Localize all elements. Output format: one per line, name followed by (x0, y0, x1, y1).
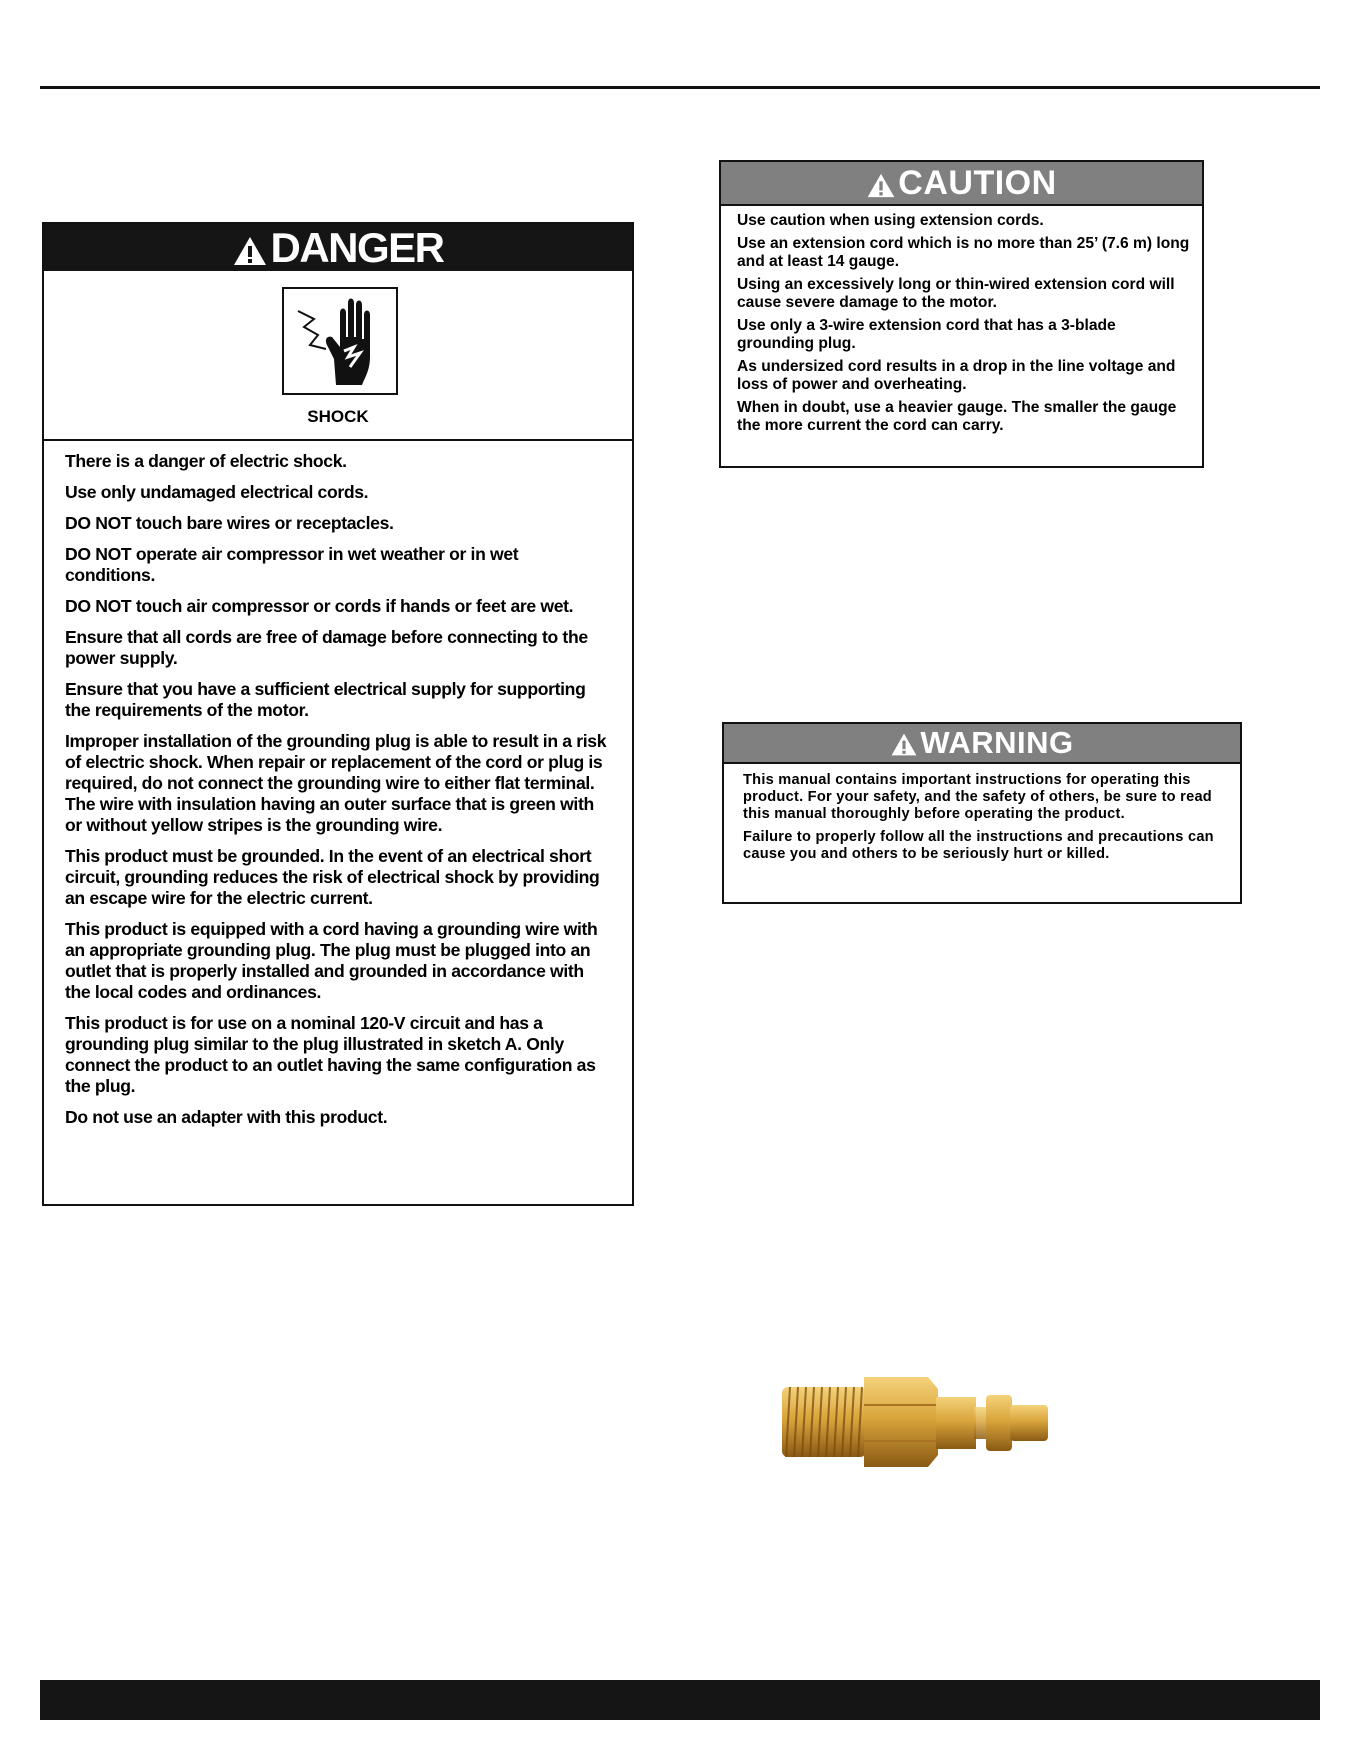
list-item: DO NOT operate air compressor in wet weather or in wet conditions. (65, 544, 519, 585)
list-item: This product is equipped with a cord having a grounding wire with an appropriate grounding plug. The plug must be plugged into an outlet that is properly installed and grounded in accordance with the local codes and ordinances. (65, 919, 598, 1002)
danger-symbol-area (44, 271, 632, 441)
shock-label: SHOCK (307, 407, 369, 426)
danger-header (44, 224, 632, 271)
caution-list (721, 206, 1202, 435)
danger-box (42, 222, 634, 1206)
air-coupler-plug-image (778, 1365, 1053, 1475)
warning-box (722, 722, 1242, 904)
list-item: Improper installation of the grounding plug is able to result in a risk of electric shock. When repair or replacement of the cord or plug is required, do not connect the grounding wire to either flat terminal. The wire with insulation having an outer surface that is green with or without yellow stripes is the grounding wire. (65, 731, 607, 835)
list-item: Ensure that all cords are free of damage before connecting to the power supply. (65, 627, 588, 668)
list-item: This manual contains important instructions for operating this product. For your safety, and the safety of others, be sure to read this manual thoroughly before operating the product. (743, 772, 1212, 822)
top-rule (40, 86, 1320, 89)
list-item: Ensure that you have a sufficient electrical supply for supporting the requirements of the motor. (65, 679, 586, 720)
warning-triangle-icon (866, 172, 896, 199)
list-item: There is a danger of electric shock. (65, 451, 347, 471)
danger-list (44, 441, 632, 1128)
electric-shock-hand-icon (282, 287, 398, 395)
list-item: Using an excessively long or thin-wired extension cord will cause severe damage to the motor. (737, 276, 1175, 311)
caution-header (721, 162, 1202, 206)
list-item: Use caution when using extension cords. (737, 212, 1044, 229)
warning-header (724, 724, 1240, 764)
list-item: This product is for use on a nominal 120-V circuit and has a grounding plug similar to the plug illustrated in sketch A. Only connect the product to an outlet having the same configuration as the plug. (65, 1013, 596, 1096)
list-item: Failure to properly follow all the instructions and precautions can cause you and others to be seriously hurt or killed. (743, 829, 1214, 862)
list-item: DO NOT touch air compressor or cords if hands or feet are wet. (65, 596, 574, 616)
warning-title: WARNING (920, 725, 1074, 760)
list-item: Do not use an adapter with this product. (65, 1107, 388, 1127)
caution-box (719, 160, 1204, 468)
warning-list (724, 764, 1240, 863)
list-item: This product must be grounded. In the event of an electrical short circuit, grounding reduces the risk of electrical shock by providing an escape wire for the electric current. (65, 846, 600, 908)
danger-title: DANGER (270, 224, 444, 271)
list-item: Use only a 3-wire extension cord that has a 3-blade grounding plug. (737, 317, 1116, 352)
footer-bar (40, 1680, 1320, 1720)
warning-triangle-icon (890, 732, 918, 757)
list-item: Use an extension cord which is no more than 25’ (7.6 m) long and at least 14 gauge. (737, 235, 1190, 270)
list-item: As undersized cord results in a drop in the line voltage and loss of power and overheating. (737, 358, 1176, 393)
warning-triangle-icon (232, 235, 268, 267)
list-item: When in doubt, use a heavier gauge. The smaller the gauge the more current the cord can carry. (737, 399, 1177, 434)
caution-title: CAUTION (898, 164, 1057, 202)
list-item: DO NOT touch bare wires or receptacles. (65, 513, 394, 533)
list-item: Use only undamaged electrical cords. (65, 482, 369, 502)
